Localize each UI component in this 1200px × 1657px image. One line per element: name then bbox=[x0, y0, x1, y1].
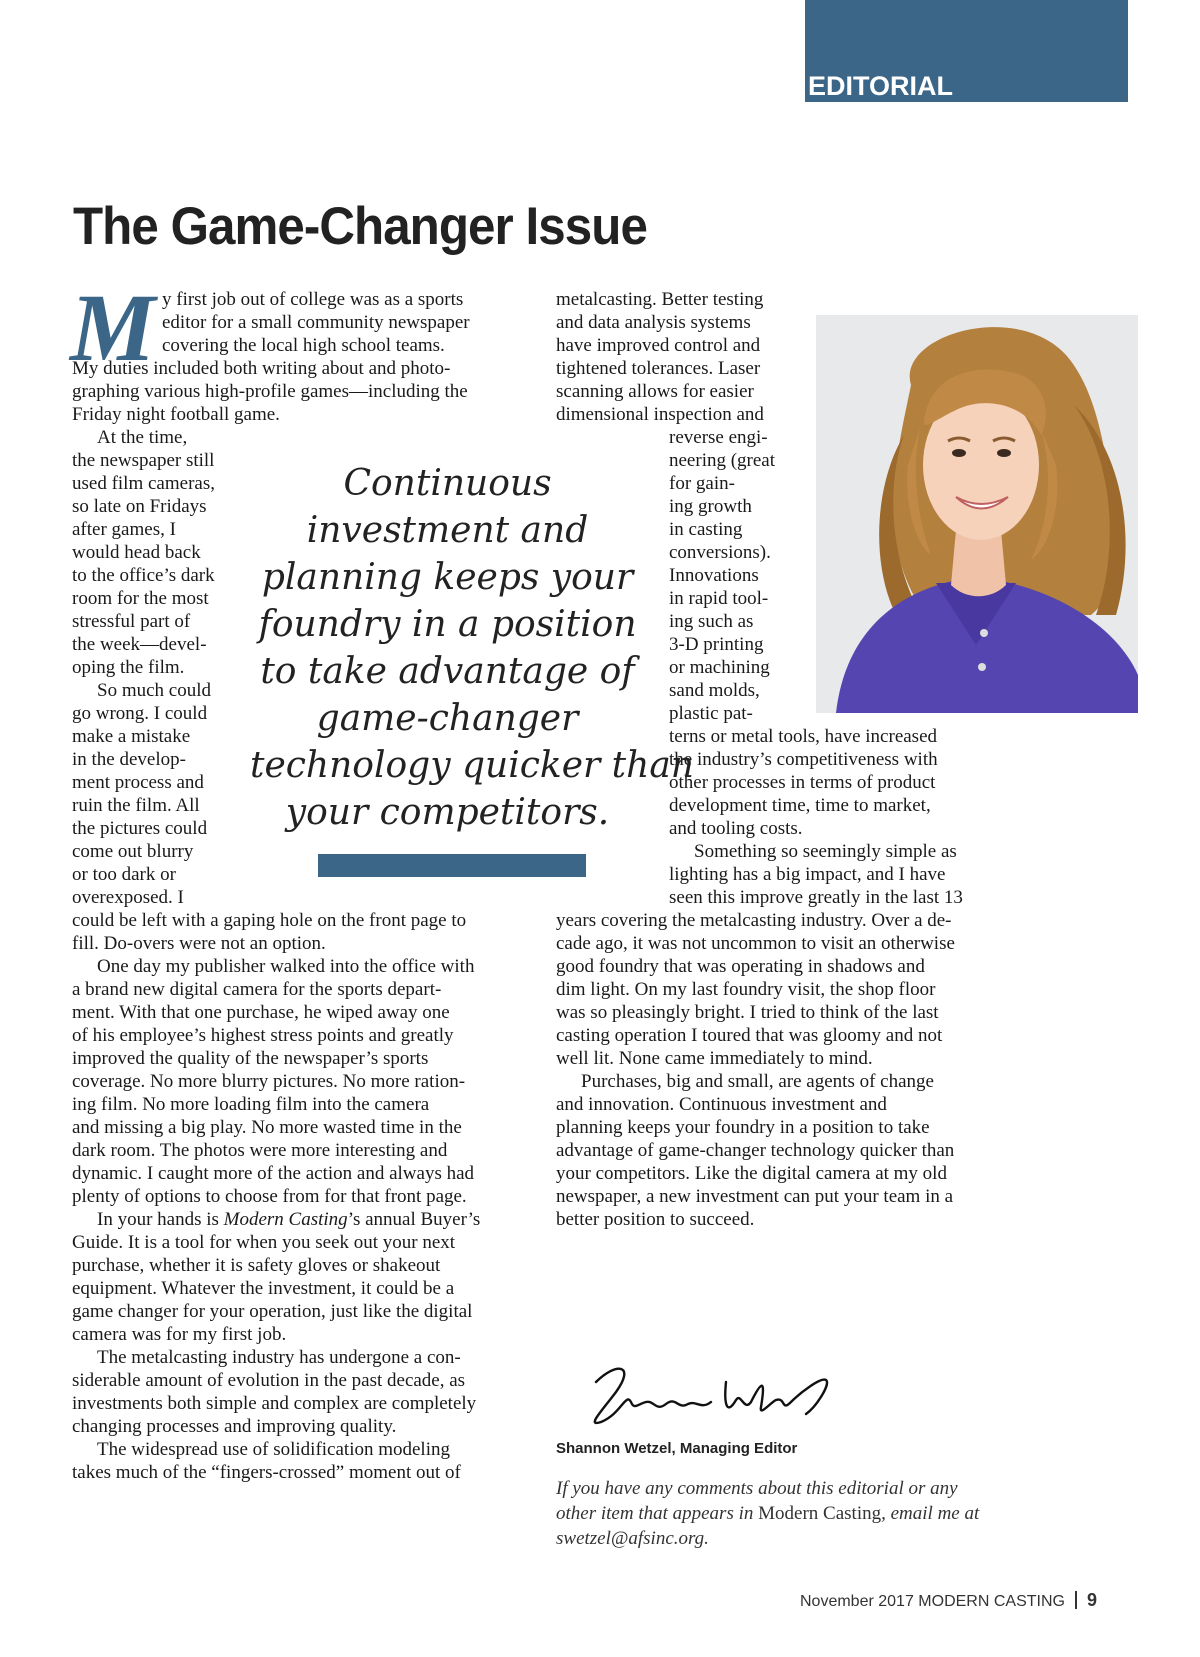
body-line: game changer for your operation, just like the digital bbox=[72, 1301, 473, 1322]
body-line: for gain- bbox=[669, 473, 735, 494]
folio-divider bbox=[1075, 1591, 1077, 1609]
body-line: lighting has a big impact, and I have bbox=[669, 864, 946, 885]
body-line: cade ago, it was not uncommon to visit an otherwise bbox=[556, 933, 955, 954]
issue-date: November 2017 bbox=[800, 1593, 914, 1610]
body-line bbox=[97, 1208, 480, 1232]
body-line: scanning allows for easier bbox=[556, 381, 754, 402]
body-line: or too dark or bbox=[72, 864, 176, 885]
comment-note bbox=[556, 1476, 979, 1551]
body-line: metalcasting. Better testing bbox=[556, 289, 764, 310]
body-line: and missing a big play. No more wasted time in the bbox=[72, 1117, 462, 1138]
body-line: have improved control and bbox=[556, 335, 761, 356]
pull-quote-line: foundry in a position bbox=[258, 604, 637, 645]
body-line: a brand new digital camera for the sports depart- bbox=[72, 979, 442, 1000]
body-line: dynamic. I caught more of the action and always had bbox=[72, 1163, 475, 1184]
note-line: If you have any comments about this editorial or any bbox=[556, 1478, 958, 1499]
magazine-name: Modern Casting bbox=[758, 1503, 882, 1524]
body-line: So much could bbox=[97, 680, 211, 701]
body-line: reverse engi- bbox=[669, 427, 768, 448]
body-line: stressful part of bbox=[72, 611, 191, 632]
body-line: your competitors. Like the digital camera at my old bbox=[556, 1163, 947, 1184]
body-line: go wrong. I could bbox=[72, 703, 208, 724]
body-line: One day my publisher walked into the office with bbox=[97, 956, 475, 977]
body-line: in casting bbox=[669, 519, 743, 540]
body-line: well lit. None came immediately to mind. bbox=[556, 1048, 873, 1069]
body-line: better position to succeed. bbox=[556, 1209, 755, 1230]
body-line: My duties included both writing about and photo- bbox=[72, 358, 451, 379]
body-line: improved the quality of the newspaper’s sports bbox=[72, 1048, 429, 1069]
headline: The Game-Changer Issue bbox=[73, 197, 647, 256]
body-line: was so pleasingly bright. I tried to think of the last bbox=[556, 1002, 939, 1023]
body-line: ing growth bbox=[669, 496, 752, 517]
pull-quote bbox=[250, 460, 694, 836]
pull-quote-line: technology quicker than bbox=[250, 745, 694, 786]
body-line: 3-D printing bbox=[669, 634, 764, 655]
section-label: EDITORIAL bbox=[808, 71, 954, 101]
body-line: siderable amount of evolution in the past decade, as bbox=[72, 1370, 466, 1391]
body-line: the newspaper still bbox=[72, 450, 215, 471]
body-line: Purchases, big and small, are agents of change bbox=[581, 1071, 934, 1092]
note-line bbox=[556, 1501, 979, 1526]
pull-quote-line: game-changer bbox=[316, 698, 579, 739]
body-line: ment. With that one purchase, he wiped away one bbox=[72, 1002, 450, 1023]
drop-cap: M bbox=[70, 274, 156, 381]
body-line: good foundry that was operating in shadows and bbox=[556, 956, 925, 977]
body-line: and tooling costs. bbox=[669, 818, 803, 839]
body-line: to the office’s dark bbox=[72, 565, 215, 586]
body-line: newspaper, a new investment can put your team in a bbox=[556, 1186, 954, 1207]
body-text: ’s annual Buyer’s bbox=[347, 1209, 481, 1230]
body-line: The metalcasting industry has undergone a con- bbox=[97, 1347, 461, 1368]
body-line: the week—devel- bbox=[72, 634, 207, 655]
body-line: covering the local high school teams. bbox=[162, 335, 445, 356]
body-line: investments both simple and complex are completely bbox=[72, 1393, 477, 1414]
author-photo bbox=[816, 315, 1138, 713]
body-line: years covering the metalcasting industry. Over a de- bbox=[556, 910, 952, 931]
body-line: of his employee’s highest stress points and greatly bbox=[72, 1025, 454, 1046]
body-line: or machining bbox=[669, 657, 770, 678]
body-line: room for the most bbox=[72, 588, 209, 609]
body-line: other processes in terms of product bbox=[669, 772, 936, 793]
signature bbox=[576, 1352, 846, 1442]
body-line: planning keeps your foundry in a position to take bbox=[556, 1117, 930, 1138]
page-folio bbox=[800, 1590, 1097, 1611]
body-line: would head back bbox=[72, 542, 201, 563]
body-line: tightened tolerances. Laser bbox=[556, 358, 761, 379]
body-line: neering (great bbox=[669, 450, 776, 471]
email-address[interactable]: swetzel@afsinc.org. bbox=[556, 1528, 709, 1549]
magazine-title: MODERN CASTING bbox=[918, 1593, 1065, 1610]
body-line: ing film. No more loading film into the camera bbox=[72, 1094, 430, 1115]
body-line: the pictures could bbox=[72, 818, 208, 839]
body-line: so late on Fridays bbox=[72, 496, 207, 517]
pull-quote-rule bbox=[318, 854, 586, 877]
body-line: editor for a small community newspaper bbox=[162, 312, 470, 333]
magazine-name: Modern Casting bbox=[223, 1209, 348, 1230]
body-line: Guide. It is a tool for when you seek out your next bbox=[72, 1232, 456, 1253]
body-line: coverage. No more blurry pictures. No more ration- bbox=[72, 1071, 466, 1092]
body-line: oping the film. bbox=[72, 657, 185, 678]
body-line: and data analysis systems bbox=[556, 312, 751, 333]
note-text: , email me at bbox=[881, 1503, 980, 1524]
body-line: overexposed. I bbox=[72, 887, 184, 908]
note-text: other item that appears in bbox=[556, 1503, 759, 1524]
body-line: At the time, bbox=[97, 427, 188, 448]
body-line: Something so seemingly simple as bbox=[694, 841, 957, 862]
body-line: plenty of options to choose from for that front page. bbox=[72, 1186, 467, 1207]
body-line: Innovations bbox=[669, 565, 759, 586]
pull-quote-line: to take advantage of bbox=[260, 651, 635, 692]
page-number: 9 bbox=[1086, 1590, 1097, 1610]
body-line: Friday night football game. bbox=[72, 404, 280, 425]
body-line: and innovation. Continuous investment and bbox=[556, 1094, 887, 1115]
body-line: camera was for my first job. bbox=[72, 1324, 287, 1345]
body-line: purchase, whether it is safety gloves or shakeout bbox=[72, 1255, 441, 1276]
pull-quote-line: planning keeps your bbox=[261, 557, 634, 598]
body-line: could be left with a gaping hole on the front page to bbox=[72, 910, 467, 931]
body-line: sand molds, bbox=[669, 680, 760, 701]
pull-quote-line: your competitors. bbox=[285, 792, 610, 833]
body-line: ruin the film. All bbox=[72, 795, 200, 816]
author-portrait-illustration bbox=[816, 315, 1138, 713]
body-line: after games, I bbox=[72, 519, 176, 540]
body-line: equipment. Whatever the investment, it could be a bbox=[72, 1278, 455, 1299]
body-line: in the develop- bbox=[72, 749, 186, 770]
body-line: takes much of the “fingers-crossed” moment out of bbox=[72, 1462, 461, 1483]
body-line: used film cameras, bbox=[72, 473, 215, 494]
body-line: graphing various high-profile games—including the bbox=[72, 381, 468, 402]
byline: Shannon Wetzel, Managing Editor bbox=[556, 1440, 798, 1457]
body-line: dimensional inspection and bbox=[556, 404, 764, 425]
body-line: The widespread use of solidification modeling bbox=[97, 1439, 450, 1460]
body-line: ing such as bbox=[669, 611, 754, 632]
body-line: plastic pat- bbox=[669, 703, 753, 724]
body-line: in rapid tool- bbox=[669, 588, 769, 609]
body-line: seen this improve greatly in the last 13 bbox=[669, 887, 963, 908]
body-line: fill. Do-overs were not an option. bbox=[72, 933, 326, 954]
body-line: the industry’s competitiveness with bbox=[669, 749, 938, 770]
pull-quote-line: Continuous bbox=[343, 463, 552, 504]
body-line: come out blurry bbox=[72, 841, 194, 862]
pull-quote-line: investment and bbox=[306, 510, 589, 551]
body-line: dim light. On my last foundry visit, the shop floor bbox=[556, 979, 936, 1000]
body-line: terns or metal tools, have increased bbox=[669, 726, 938, 747]
body-line: make a mistake bbox=[72, 726, 191, 747]
body-line: y first job out of college was as a sports bbox=[162, 289, 464, 310]
body-line: changing processes and improving quality. bbox=[72, 1416, 397, 1437]
body-line: advantage of game-changer technology quicker than bbox=[556, 1140, 955, 1161]
body-line: development time, time to market, bbox=[669, 795, 931, 816]
body-line: casting operation I toured that was gloomy and not bbox=[556, 1025, 943, 1046]
body-line: ment process and bbox=[72, 772, 204, 793]
body-line: dark room. The photos were more interesting and bbox=[72, 1140, 448, 1161]
body-text: In your hands is bbox=[97, 1209, 224, 1230]
body-line: conversions). bbox=[669, 542, 771, 563]
